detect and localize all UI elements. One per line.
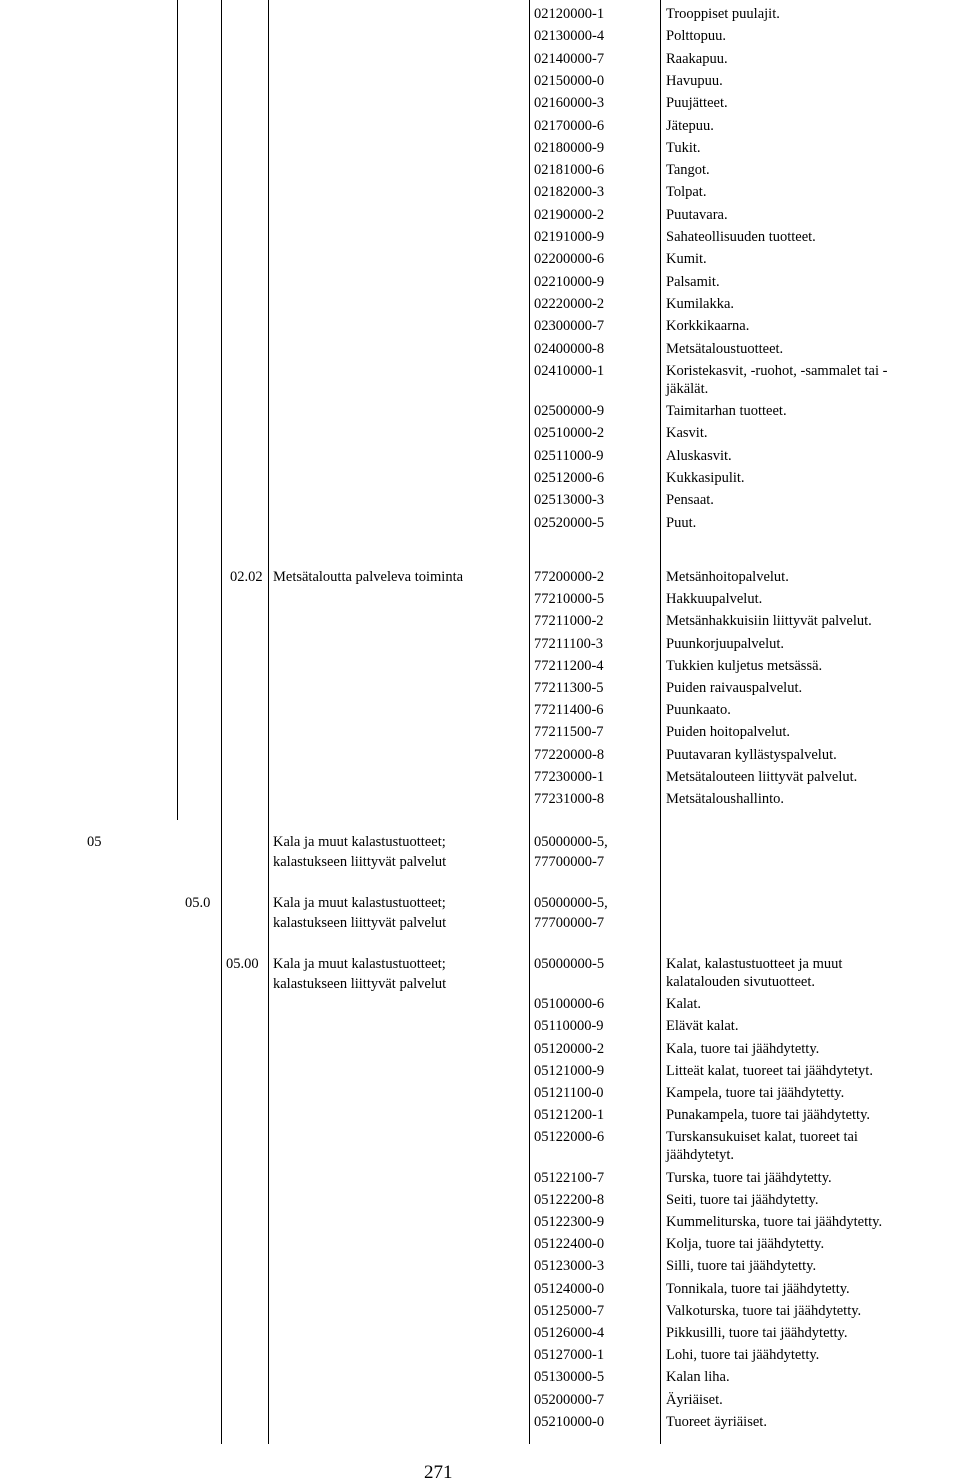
cpv-code: 05126000-4 bbox=[534, 1325, 605, 1341]
cpv-description: Korkkikaarna. bbox=[666, 318, 750, 335]
section-codes-line2: 77700000-7 bbox=[534, 854, 605, 870]
cpv-description: Kala, tuore tai jäähdytetty. bbox=[666, 1040, 820, 1057]
cpv-description-continued: kalatalouden sivutuotteet. bbox=[666, 974, 815, 990]
cpv-code: 77220000-8 bbox=[534, 746, 605, 763]
cpv-code: 02512000-6 bbox=[534, 470, 605, 486]
cpv-description: Metsänhakkuisiin liittyvät palvelut. bbox=[666, 613, 872, 630]
cpv-description-continued: jäkälät. bbox=[666, 380, 709, 397]
cpv-description: Jätepuu. bbox=[666, 117, 714, 134]
cpv-description: Tangot. bbox=[666, 162, 710, 179]
cpv-code: 05122000-6 bbox=[534, 1129, 605, 1146]
cpv-code: 02511000-9 bbox=[534, 447, 604, 464]
cpv-description: Tuoreet äyriäiset. bbox=[666, 1413, 767, 1430]
cpv-code: 02190000-2 bbox=[534, 206, 605, 223]
page-number: 271 bbox=[424, 1462, 453, 1483]
cpv-description: Tukit. bbox=[666, 139, 701, 156]
cpv-description: Sahateollisuuden tuotteet. bbox=[666, 229, 816, 245]
cpv-code: 77231000-8 bbox=[534, 791, 605, 807]
cpv-description: Kukkasipulit. bbox=[666, 470, 745, 486]
section-codes-line1: 05000000-5, bbox=[534, 834, 608, 850]
cpv-code: 02191000-9 bbox=[534, 229, 605, 245]
cpv-code: 02200000-6 bbox=[534, 251, 605, 268]
cpv-code: 05122100-7 bbox=[534, 1169, 605, 1186]
cpv-code: 05125000-7 bbox=[534, 1302, 605, 1319]
cpv-code: 02300000-7 bbox=[534, 318, 605, 335]
cpv-code: 77211000-2 bbox=[534, 613, 604, 630]
section-title-line1: Kala ja muut kalastustuotteet; bbox=[273, 834, 446, 850]
cpv-description: Puut. bbox=[666, 514, 697, 531]
cpv-code: 02130000-4 bbox=[534, 28, 605, 45]
cpv-description: Puiden hoitopalvelut. bbox=[666, 724, 791, 741]
cpv-description: Seiti, tuore tai jäähdytetty. bbox=[666, 1191, 819, 1208]
cpv-code: 05120000-2 bbox=[534, 1040, 605, 1057]
cpv-code: 02520000-5 bbox=[534, 514, 605, 531]
cpv-description: Lohi, tuore tai jäähdytetty. bbox=[666, 1347, 820, 1364]
cpv-code: 05127000-1 bbox=[534, 1347, 605, 1364]
cpv-description: Kolja, tuore tai jäähdytetty. bbox=[666, 1236, 825, 1253]
cpv-code: 02513000-3 bbox=[534, 492, 605, 509]
column-divider bbox=[177, 0, 178, 820]
cpv-description: Puiden raivauspalvelut. bbox=[666, 680, 803, 696]
cpv-code: 05121100-0 bbox=[534, 1085, 604, 1101]
section-title-line2: kalastukseen liittyvät palvelut bbox=[273, 915, 447, 931]
cpv-code: 02210000-9 bbox=[534, 273, 605, 290]
cpv-description: Puunkorjuupalvelut. bbox=[666, 635, 785, 652]
cpv-code: 02140000-7 bbox=[534, 50, 605, 67]
cpv-code: 05122400-0 bbox=[534, 1236, 605, 1253]
cpv-code: 77211500-7 bbox=[534, 724, 604, 741]
cpv-code: 02120000-1 bbox=[534, 6, 605, 22]
column-divider bbox=[529, 0, 530, 1444]
cpv-code: 77211100-3 bbox=[534, 635, 604, 652]
cpv-code: 02220000-2 bbox=[534, 295, 605, 312]
cpv-description: Metsätaloushallinto. bbox=[666, 791, 784, 807]
cpv-code: 02180000-9 bbox=[534, 139, 605, 156]
cpv-code: 05122300-9 bbox=[534, 1214, 605, 1230]
cpv-description: Palsamit. bbox=[666, 273, 720, 290]
cpv-code: 05210000-0 bbox=[534, 1413, 605, 1430]
cpv-description: Raakapuu. bbox=[666, 50, 728, 67]
cpv-description: Kalat. bbox=[666, 996, 702, 1013]
cpv-description: Turskansukuiset kalat, tuoreet tai bbox=[666, 1129, 858, 1146]
cpv-description: Metsänhoitopalvelut. bbox=[666, 569, 789, 585]
cpv-code: 77211400-6 bbox=[534, 702, 604, 719]
cpv-code: 05123000-3 bbox=[534, 1258, 605, 1275]
cpv-description: Kummeliturska, tuore tai jäähdytetty. bbox=[666, 1214, 883, 1230]
cpv-description: Puujätteet. bbox=[666, 95, 728, 112]
cpv-description: Puutavaran kyllästyspalvelut. bbox=[666, 746, 837, 763]
cpv-code: 02410000-1 bbox=[534, 362, 605, 379]
cpv-description: Taimitarhan tuotteet. bbox=[666, 403, 787, 420]
cpv-code: 05124000-0 bbox=[534, 1280, 605, 1297]
section-title-line2: kalastukseen liittyvät palvelut bbox=[273, 976, 447, 992]
cpv-code: 02181000-6 bbox=[534, 162, 605, 179]
cpv-description: Silli, tuore tai jäähdytetty. bbox=[666, 1258, 817, 1275]
cpv-description: Valkoturska, tuore tai jäähdytetty. bbox=[666, 1302, 862, 1319]
section-number: 05.0 bbox=[185, 895, 211, 911]
cpv-code: 05130000-5 bbox=[534, 1369, 605, 1386]
cpv-code: 02160000-3 bbox=[534, 95, 605, 112]
cpv-code: 77211300-5 bbox=[534, 680, 604, 696]
cpv-code: 77211200-4 bbox=[534, 657, 604, 674]
cpv-description: Tukkien kuljetus metsässä. bbox=[666, 657, 823, 674]
cpv-description: Tolpat. bbox=[666, 184, 707, 201]
cpv-code: 05100000-6 bbox=[534, 996, 605, 1013]
cpv-description: Kampela, tuore tai jäähdytetty. bbox=[666, 1085, 845, 1101]
cpv-description: Metsätaloustuotteet. bbox=[666, 340, 784, 357]
cpv-description: Aluskasvit. bbox=[666, 447, 732, 464]
cpv-description: Kasvit. bbox=[666, 425, 708, 442]
section-title-line2: kalastukseen liittyvät palvelut bbox=[273, 854, 447, 870]
cpv-code: 02510000-2 bbox=[534, 425, 605, 442]
cpv-description: Tonnikala, tuore tai jäähdytetty. bbox=[666, 1280, 850, 1297]
cpv-description: Puunkaato. bbox=[666, 702, 731, 719]
cpv-description: Pensaat. bbox=[666, 492, 714, 509]
cpv-code: 77200000-2 bbox=[534, 569, 605, 585]
cpv-description: Turska, tuore tai jäähdytetty. bbox=[666, 1169, 832, 1186]
cpv-description-continued: jäähdytetyt. bbox=[666, 1147, 735, 1164]
column-divider bbox=[268, 0, 269, 1444]
cpv-code: 05121200-1 bbox=[534, 1107, 605, 1124]
cpv-code: 05121000-9 bbox=[534, 1062, 605, 1079]
cpv-code: 05200000-7 bbox=[534, 1391, 605, 1408]
cpv-code: 77230000-1 bbox=[534, 768, 605, 785]
section-number: 05 bbox=[87, 834, 102, 850]
cpv-description: Litteät kalat, tuoreet tai jäähdytetyt. bbox=[666, 1062, 873, 1079]
cpv-description: Kumit. bbox=[666, 251, 707, 268]
cpv-code: 05000000-5 bbox=[534, 956, 605, 972]
cpv-description: Punakampela, tuore tai jäähdytetty. bbox=[666, 1107, 871, 1124]
section-codes-line2: 77700000-7 bbox=[534, 915, 605, 931]
cpv-description: Havupuu. bbox=[666, 72, 723, 89]
section-codes-line1: 05000000-5, bbox=[534, 895, 608, 911]
cpv-description: Pikkusilli, tuore tai jäähdytetty. bbox=[666, 1325, 848, 1341]
column-divider bbox=[221, 0, 222, 1444]
cpv-code: 02500000-9 bbox=[534, 403, 605, 420]
section-title-line1: Kala ja muut kalastustuotteet; bbox=[273, 956, 446, 972]
cpv-code: 02400000-8 bbox=[534, 340, 605, 357]
cpv-description: Koristekasvit, -ruohot, -sammalet tai - bbox=[666, 362, 888, 379]
cpv-code: 02182000-3 bbox=[534, 184, 605, 201]
section-number: 02.02 bbox=[230, 569, 263, 585]
cpv-code: 05122200-8 bbox=[534, 1191, 605, 1208]
cpv-description: Polttopuu. bbox=[666, 28, 727, 45]
cpv-code: 02170000-6 bbox=[534, 117, 605, 134]
section-title-line1: Kala ja muut kalastustuotteet; bbox=[273, 895, 446, 911]
cpv-description: Kalan liha. bbox=[666, 1369, 730, 1386]
section-number: 05.00 bbox=[226, 956, 259, 972]
cpv-code: 77210000-5 bbox=[534, 591, 605, 608]
cpv-code: 02150000-0 bbox=[534, 72, 605, 89]
cpv-description: Äyriäiset. bbox=[666, 1391, 723, 1408]
cpv-description: Kalat, kalastustuotteet ja muut bbox=[666, 956, 843, 972]
cpv-description: Hakkuupalvelut. bbox=[666, 591, 763, 608]
cpv-description: Elävät kalat. bbox=[666, 1018, 739, 1035]
section-title: Metsätaloutta palveleva toiminta bbox=[273, 569, 464, 585]
cpv-description: Trooppiset puulajit. bbox=[666, 6, 780, 22]
column-divider bbox=[660, 0, 661, 1444]
cpv-description: Kumilakka. bbox=[666, 295, 735, 312]
cpv-description: Puutavara. bbox=[666, 206, 728, 223]
cpv-code: 05110000-9 bbox=[534, 1018, 604, 1035]
cpv-description: Metsätalouteen liittyvät palvelut. bbox=[666, 768, 858, 785]
